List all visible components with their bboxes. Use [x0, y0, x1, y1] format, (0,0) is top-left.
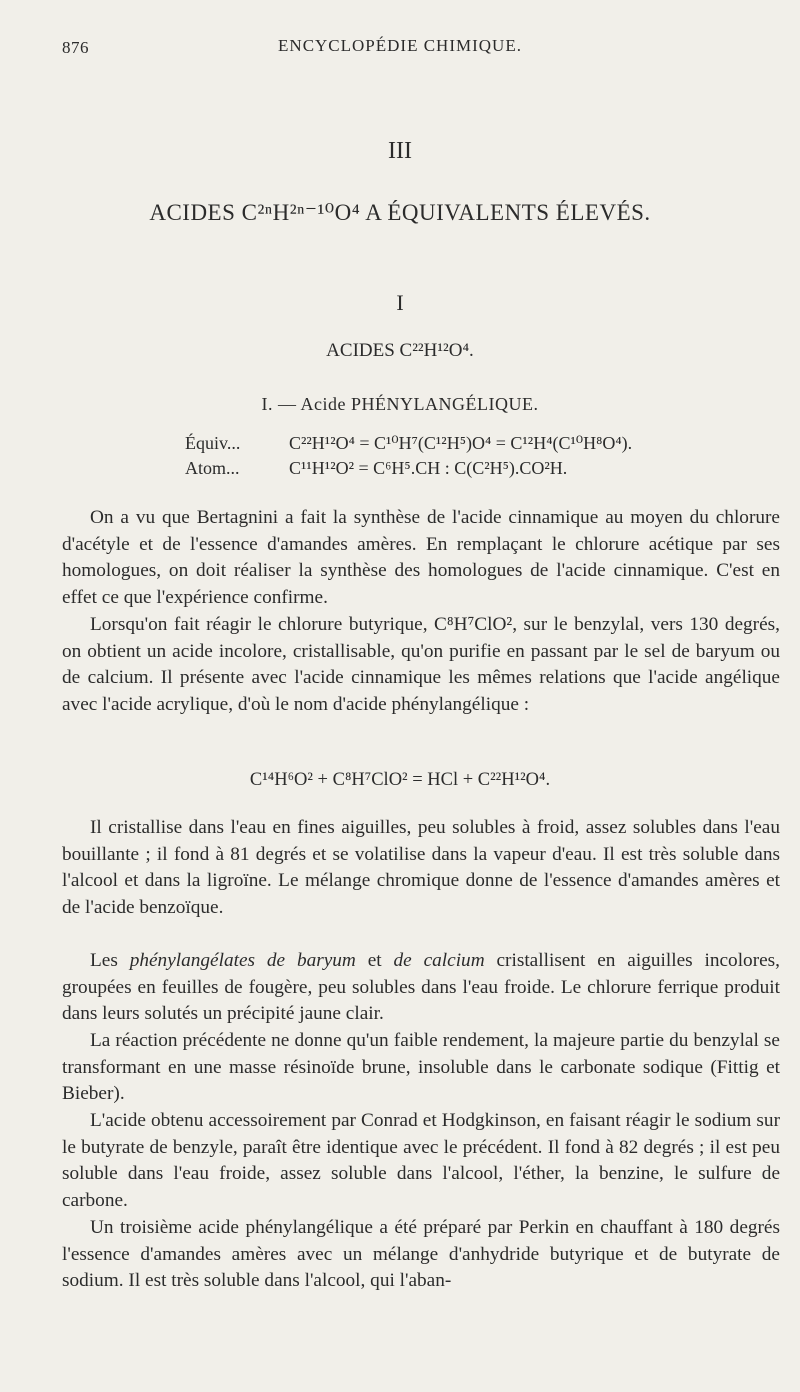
part-number: III	[388, 138, 412, 164]
chapter-title: ACIDES C²²H¹²O⁴.	[326, 340, 474, 361]
chapter-number: I	[396, 290, 404, 315]
part-title: ACIDES C²ⁿH²ⁿ⁻¹⁰O⁴ A ÉQUIVALENTS ÉLEVÉS.	[149, 200, 651, 225]
atom-formula-line	[185, 458, 567, 479]
paragraph-salts	[62, 948, 780, 1028]
equiv-formula-line	[185, 433, 632, 454]
salts-emphasis-calcium: de calcium	[393, 950, 485, 971]
salts-pre: Les	[90, 950, 130, 971]
equiv-label: Équiv...	[185, 433, 241, 453]
paragraph-properties-text: Il cristallise dans l'eau en fines aiguilles, peu solubles à froid, assez solubles dans l'eau bouillante ; il fond à 81 degrés et se volatilise dans la vapeur d'eau. Il est très soluble dans l'alcool et dans la ligroïne. Le mélange chromique donne de l'essence d'amandes amères et de l'acide benzoïque.	[62, 817, 780, 918]
paragraph-conrad-text: L'acide obtenu accessoirement par Conrad et Hodgkinson, en faisant réagir le sodium sur le butyrate de benzyle, paraît être identique avec le précédent. Il fond à 82 degrés ; il est peu soluble dans l'eau froide, assez soluble dans l'alcool, l'éther, la benzine, le sulfure de carbone.	[62, 1110, 780, 1211]
atom-formula: C¹¹H¹²O² = C⁶H⁵.CH : C(C²H⁵).CO²H.	[289, 458, 568, 478]
paragraph-preparation-text: Lorsqu'on fait réagir le chlorure butyrique, C⁸H⁷ClO², sur le benzylal, vers 130 degrés, on obtient un acide incolore, cristallisable, qu'on purifie en passant par le sel de baryum ou de calcium. Il présente avec l'acide cinnamique les mêmes relations que l'acide angélique avec l'acide acrylique, d'où le nom d'acide phénylangélique :	[62, 614, 780, 715]
acid-title: I. — Acide PHÉNYLANGÉLIQUE.	[261, 394, 539, 414]
paragraph-perkin-text: Un troisième acide phénylangélique a été préparé par Perkin en chauffant à 180 degrés l'essence d'amandes amères avec un mélange d'anhydride butyrique et de butyrate de sodium. Il est très soluble dans l'alcool, qui l'aban-	[62, 1217, 780, 1292]
page-number: 876	[62, 38, 89, 57]
paragraph-preparation	[62, 612, 780, 718]
salts-mid: et	[355, 950, 394, 971]
salts-post: cristallisent en aiguilles incolores, groupées en feuilles de fougère, peu solubles dans l'eau froide. Le chlorure ferrique produit dans leurs solutés un précipité jaune clair.	[62, 950, 780, 1025]
paragraph-conrad	[62, 1108, 780, 1214]
paragraph-synthesis	[62, 505, 780, 611]
paragraph-yield	[62, 1028, 780, 1108]
reaction-equation: C¹⁴H⁶O² + C⁸H⁷ClO² = HCl + C²²H¹²O⁴.	[249, 770, 551, 790]
running-title: ENCYCLOPÉDIE CHIMIQUE.	[278, 36, 522, 55]
equiv-formula: C²²H¹²O⁴ = C¹⁰H⁷(C¹²H⁵)O⁴ = C¹²H⁴(C¹⁰H⁸O⁴).	[289, 433, 633, 453]
paragraph-yield-text: La réaction précédente ne donne qu'un faible rendement, la majeure partie du benzylal se transformant en une masse résinoïde brune, insoluble dans le carbonate sodique (Fittig et Bieber).	[62, 1030, 780, 1105]
salts-emphasis-baryum: phénylangélates de baryum	[129, 950, 356, 971]
paragraph-synthesis-text: On a vu que Bertagnini a fait la synthèse de l'acide cinnamique au moyen du chlorure d'acétyle et de l'essence d'amandes amères. En remplaçant le chlorure acétique par ses homologues, on doit réaliser la synthèse des homologues de l'acide cinnamique. C'est en effet ce que l'expérience confirme.	[62, 507, 780, 608]
paragraph-properties	[62, 815, 780, 921]
paragraph-perkin	[62, 1215, 780, 1295]
atom-label: Atom...	[185, 458, 240, 478]
